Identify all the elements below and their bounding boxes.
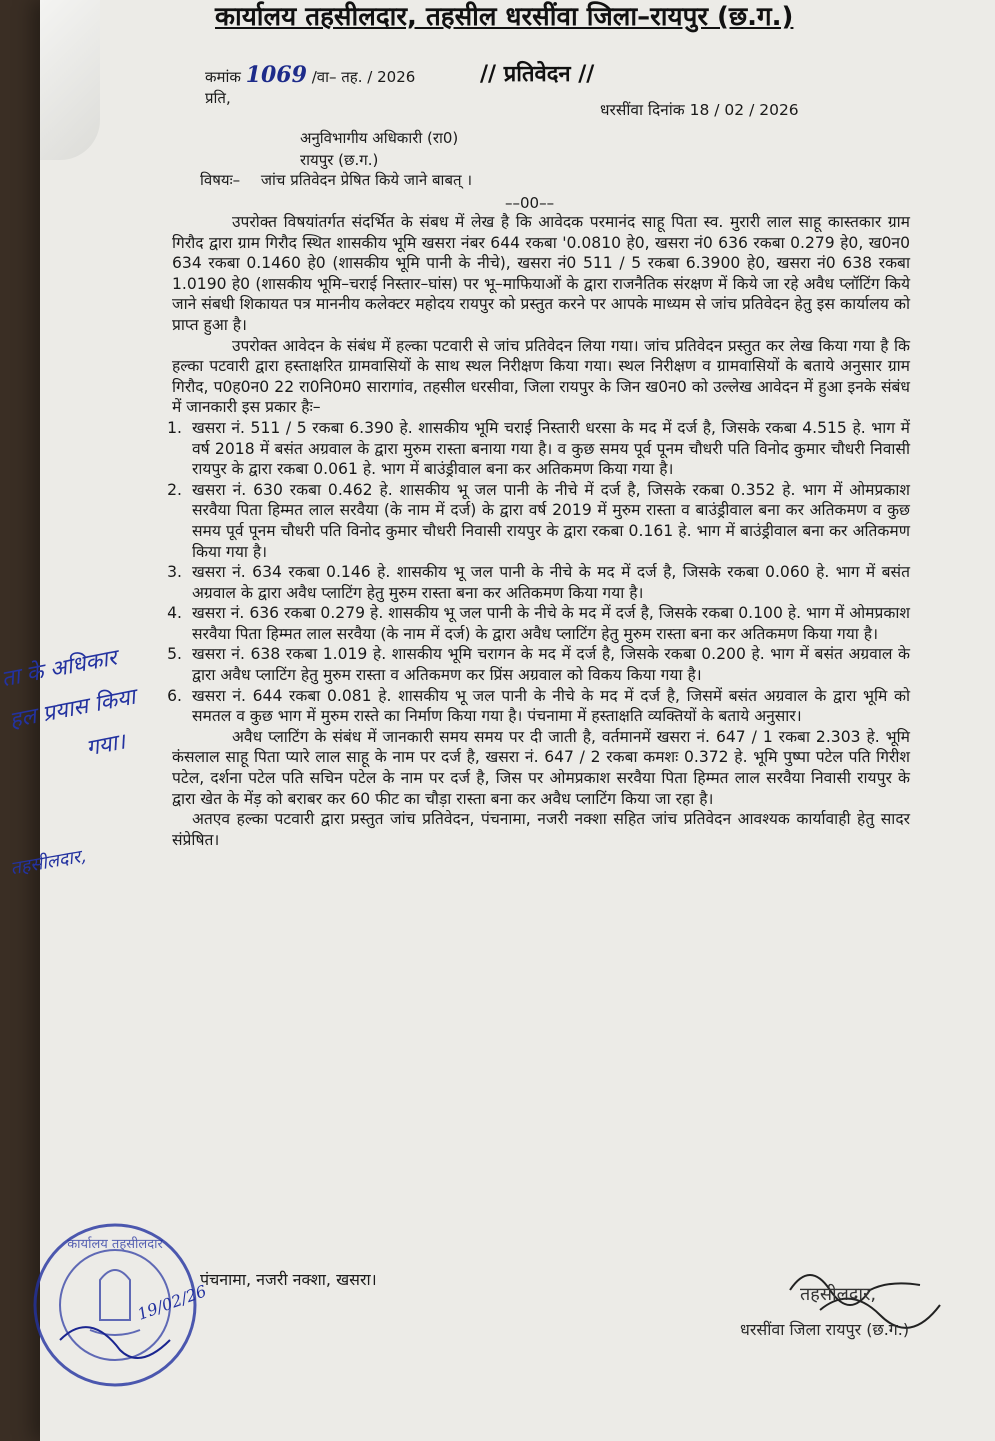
item-text: खसरा नं. 511 / 5 रकबा 6.390 हे. शासकीय भूमि चराई निस्तारी धरसा के मद में दर्ज है, जिसके रकबा 4.515 हे. भाग में वर्ष 2018 में बसंत अग्रवाल के द्वारा मुरुम रास्ता बनाया गया है। व कुछ समय पूर्व पूनम चौधरी पति विनोद कुमार चौधरी निवासी रायपुर के द्वारा रकबा 0.061 हे. भाग में बाउंड्रीवाल बना कर अतिकमण किया गया है।	[192, 418, 910, 479]
list-item	[167, 480, 910, 562]
item-number: 6.	[167, 686, 182, 705]
handwritten-line: गया।	[84, 729, 128, 762]
item-text: खसरा नं. 634 रकबा 0.146 हे. शासकीय भू जल पानी के नीचे के मद में दर्ज है, जिसके रकबा 0.060 हे. भाग में बसंत अग्रवाल के द्वारा अवैध प्लाटिंग हेतु मुरुम रास्ता बना कर अतिकमण किया गया है।	[192, 563, 910, 602]
seal-handwritten-date: 19/02/26	[134, 1281, 209, 1324]
to-label: प्रति,	[205, 89, 231, 107]
seal-text: कार्यालय तहसीलदार	[67, 1237, 163, 1252]
item-number: 2.	[167, 480, 182, 499]
handwritten-line: ता के अधिकार	[0, 645, 119, 693]
signatory-place: धरसींवा जिला रायपुर (छ.ग.)	[740, 1320, 910, 1339]
reference-suffix: /वा– तह. / 2026	[311, 68, 416, 86]
paragraph-3: अवैध प्लाटिंग के संबंध में जानकारी समय समय पर दी जाती है, वर्तमानमें खसरा नं. 647 / 1 रकबा 2.303 हे. भूमि कंसलाल साहू पिता प्यारे लाल साहू के नाम पर दर्ज है, खसरा नं. 647 / 2 रकबा कमशः 0.372 हे. भूमि पुष्पा पटेल पति गिरीश पटेल, दर्शना पटेल पति सचिन पटेल के नाम पर दर्ज है, जिस पर ओमप्रकाश सरवैया पिता हिम्मत लाल सरवैया निवासी रायपुर के द्वारा खेत के मेंड़ को बराबर कर 60 फीट का चौड़ा रास्ता बना कर अवैध प्लाटिंग किया जा रहा है।	[172, 727, 910, 808]
item-number: 4.	[167, 604, 182, 623]
paragraph-1: उपरोक्त विषयांतर्गत संदर्भित के संबध में लेख है कि आवेदक परमानंद साहू पिता स्व. मुरारी लाल साहू कास्तकार ग्राम गिरौद द्वारा ग्राम गिरौद स्थित शासकीय भूमि खसरा नंबर 644 रकबा '0.0810 हे0, खसरा नं0 636 रकबा 0.279 हे0, ख0न0 634 रकबा 0.1460 हे0 (शासकीय भूमि पानी के नीचे), खसरा नं0 511 / 5 रकबा 6.3900 हे0, खसरा नं0 638 रकबा 1.0190 हे0 (शासकीय भूमि–चराई निस्तार–घांस) पर भू–माफियाओं के द्वारा राजनैतिक संरक्षण में किये जा रहे अवैध प्लॉटिंग किये जाने संबधी शिकायत पत्र माननीय कलेक्टर महोदय रायपुर को प्रस्तुत करने पर आपके माध्यम से जांच प्रतिवेदन हेतु इस कार्यालय को प्राप्त हुआ है।	[172, 213, 910, 334]
page-fold	[40, 0, 100, 160]
letter-body	[167, 212, 910, 850]
addressee-line-2: रायपुर (छ.ग.)	[300, 151, 379, 169]
list-item	[167, 686, 910, 727]
subject-line	[200, 170, 472, 190]
subject-label: विषयः–	[200, 171, 241, 189]
separator: ––00––	[505, 194, 555, 212]
item-number: 3.	[167, 563, 182, 582]
signatory-title: तहसीलदार,	[800, 1284, 877, 1305]
list-item	[167, 562, 910, 603]
handwritten-signature-label: तहसीलदार,	[8, 845, 88, 880]
subject-text: जांच प्रतिवेदन प्रेषित किये जाने बाबत् ।	[260, 171, 473, 189]
item-text: खसरा नं. 630 रकबा 0.462 हे. शासकीय भू जल पानी के नीचे में दर्ज है, जिसके रकबा 0.352 हे. भाग में ओमप्रकाश सरवैया पिता हिम्मत लाल सरवैया (के नाम में दर्ज) के द्वारा वर्ष 2019 में मुरुम रास्ता व बाउंड्रीवाल बना कर अतिकमण व कुछ समय पूर्व पूनम चौधरी पति विनोद कुमार चौधरी निवासी रायपुर के द्वारा रकबा 0.161 हे. भाग में बाउंड्रीवाल बना कर अतिकमण किया गया है।	[192, 480, 910, 561]
paragraph-2: उपरोक्त आवेदन के संबंध में हल्का पटवारी से जांच प्रतिवेदन लिया गया। जांच प्रतिवेदन प्रस्तुत कर लेख किया गया है कि हल्का पटवारी द्वारा हस्ताक्षरित ग्रामवासियों के साथ स्थल निरीक्षण किया गया। स्थल निरीक्षण व ग्रामवासियों के बताये अनुसार ग्राम गिरौद, प0ह0न0 22 रा0नि0म0 सारागांव, तहसील धरसीवा, जिला रायपुर के जिन ख0न0 को उल्लेख आवेदन में हुआ इनके संबंध में जानकारी इस प्रकार हैः–	[172, 336, 910, 417]
reference-prefix: कमांक	[205, 68, 241, 86]
list-item	[167, 418, 910, 480]
place-date: धरसींवा दिनांक 18 / 02 / 2026	[600, 101, 799, 119]
item-text: खसरा नं. 638 रकबा 1.019 हे. शासकीय भूमि चरागन के मद में दर्ज है, जिसके रकबा 0.200 हे. भाग में बसंत अग्रवाल के द्वारा अवैध प्लाटिंग हेतु मुरुम रास्ता व अतिकमण कर प्रिंस अग्रवाल को विकय किया गया है।	[192, 645, 910, 685]
paragraph-4: अतएव हल्का पटवारी द्वारा प्रस्तुत जांच प्रतिवेदन, पंचनामा, नजरी नक्शा सहित जांच प्रतिवेदन आवश्यक कार्यावाही हेतु सादर संप्रेषित।	[172, 810, 910, 849]
land-records-list	[167, 418, 910, 727]
item-number: 1.	[167, 418, 182, 437]
list-item	[167, 603, 910, 644]
item-text: खसरा नं. 644 रकबा 0.081 हे. शासकीय भू जल पानी के नीचे के मद में दर्ज है, जिसमें बसंत अग्रवाल के द्वारा भूमि को समतल व कुछ भाग में मुरुम रास्ते का निर्माण किया गया है। पंचनामा में हस्ताक्षति व्यक्तियों के बताये अनुसार।	[192, 686, 910, 726]
addressee-line-1: अनुविभागीय अधिकारी (रा0)	[300, 129, 459, 147]
enclosures: पंचनामा, नजरी नक्शा, खसरा।	[200, 1270, 377, 1289]
list-item	[167, 644, 910, 685]
item-number: 5.	[167, 645, 182, 664]
document-type-heading: // प्रतिवेदन //	[480, 62, 595, 87]
handwritten-line: हल प्रयास किया	[7, 684, 138, 734]
office-title: कार्यालय तहसीलदार, तहसील धरसींवा जिला–रायपुर (छ.ग.)	[215, 2, 794, 32]
reference-line	[205, 62, 415, 88]
reference-number: 1069	[245, 62, 307, 88]
item-text: खसरा नं. 636 रकबा 0.279 हे. शासकीय भू जल पानी के नीचे के मद में दर्ज है, जिसके रकबा 0.100 हे. भाग में ओमप्रकाश सरवैया पिता हिम्मत लाल सरवैया (के नाम में दर्ज) के द्वारा अवैध प्लाटिंग हेतु मुरुम रास्ता बना कर अतिकमण किया गया है।	[192, 604, 910, 643]
office-seal-stamp	[30, 1220, 209, 1390]
